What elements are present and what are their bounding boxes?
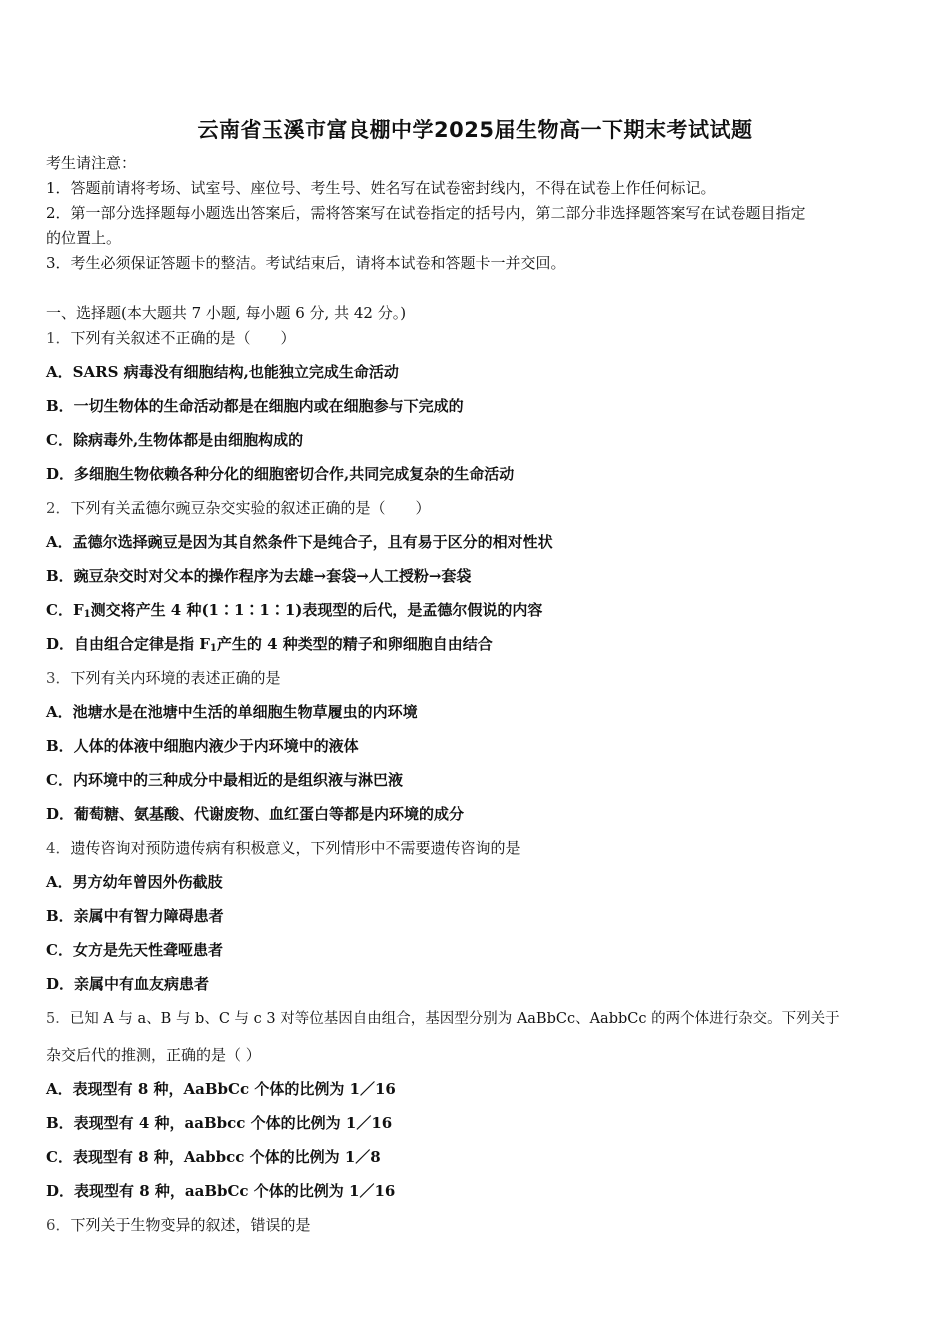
q5-option-d: D．表现型有 8 种，aaBbCc 个体的比例为 1／16 — [46, 1182, 396, 1200]
q2-option-b: B．豌豆杂交时对父本的操作程序为去雄→套袋→人工授粉→套袋 — [46, 567, 472, 585]
q2-option-c-post: 测交将产生 4 种(1∶1∶1∶1)表现型的后代，是孟德尔假说的内容 — [90, 601, 543, 619]
q5-option-b: B．表现型有 4 种，aaBbcc 个体的比例为 1／16 — [46, 1114, 393, 1132]
notice-item-2-cont: 的位置上。 — [46, 229, 122, 247]
q1-option-d: D．多细胞生物依赖各种分化的细胞密切合作,共同完成复杂的生命活动 — [46, 465, 515, 483]
q3-option-b: B．人体的体液中细胞内液少于内环境中的液体 — [46, 737, 359, 755]
q2-option-d-sub: 1 — [209, 643, 217, 654]
q5-option-a: A．表现型有 8 种，AaBbCc 个体的比例为 1／16 — [46, 1080, 396, 1098]
question-text: 遗传咨询对预防遗传病有积极意义，下列情形中不需要遗传咨询的是 — [70, 839, 521, 857]
page-title: 云南省玉溪市富良棚中学2025届生物高一下期末考试试题 — [197, 118, 753, 142]
question-text: 下列有关叙述不正确的是（ ） — [70, 329, 296, 347]
question-number: 5． — [46, 1011, 70, 1027]
q2-option-a: A．孟德尔选择豌豆是因为其自然条件下是纯合子，且有易于区分的相对性状 — [46, 533, 553, 551]
q3-option-d: D．葡萄糖、氨基酸、代谢废物、血红蛋白等都是内环境的成分 — [46, 805, 465, 823]
question-6-stem — [46, 1214, 311, 1235]
notice-heading: 考生请注意： — [46, 154, 137, 172]
question-number: 4． — [46, 839, 71, 857]
q2-option-c-pre: C．F — [46, 601, 84, 619]
q2-option-d-pre: D．自由组合定律是指 F — [46, 635, 210, 653]
q1-option-a: A．SARS 病毒没有细胞结构,也能独立完成生命活动 — [46, 363, 399, 381]
q1-option-b: B．一切生物体的生命活动都是在细胞内或在细胞参与下完成的 — [46, 397, 464, 415]
question-number: 1． — [46, 329, 71, 347]
question-5-stem-cont: 杂交后代的推测，正确的是（ ） — [46, 1046, 261, 1064]
question-text: 下列有关内环境的表述正确的是 — [70, 669, 281, 687]
question-number: 6． — [46, 1216, 71, 1234]
question-text: 已知 A 与 a、B 与 b、C 与 c 3 对等位基因自由组合，基因型分别为 AaBbCc、AabbCc 的两个体进行杂交。下列关于 — [69, 1011, 840, 1027]
question-4-stem — [46, 837, 521, 858]
q5-option-c: C．表现型有 8 种，Aabbcc 个体的比例为 1／8 — [46, 1148, 381, 1166]
q4-option-d: D．亲属中有血友病患者 — [46, 975, 210, 993]
q4-option-c: C．女方是先天性聋哑患者 — [46, 941, 223, 959]
question-text: 下列有关孟德尔豌豆杂交实验的叙述正确的是（ ） — [70, 499, 431, 517]
q3-option-a: A．池塘水是在池塘中生活的单细胞生物草履虫的内环境 — [46, 703, 418, 721]
notice-item-1: 1．答题前请将考场、试室号、座位号、考生号、姓名写在试卷密封线内，不得在试卷上作任何标记。 — [46, 179, 716, 197]
q3-option-c: C．内环境中的三种成分中最相近的是组织液与淋巴液 — [46, 771, 403, 789]
q2-option-c — [46, 599, 542, 620]
question-number: 2． — [46, 499, 71, 517]
section-heading: 一、选择题(本大题共 7 小题, 每小题 6 分, 共 42 分。) — [46, 304, 407, 322]
question-1-stem — [46, 327, 296, 348]
notice-item-3: 3．考生必须保证答题卡的整洁。考试结束后，请将本试卷和答题卡一并交回。 — [46, 254, 566, 272]
question-text: 下列关于生物变异的叙述，错误的是 — [70, 1216, 311, 1234]
q2-option-d — [46, 633, 493, 654]
question-3-stem — [46, 667, 281, 688]
q2-option-d-post: 产生的 4 种类型的精子和卵细胞自由结合 — [216, 635, 493, 653]
q4-option-b: B．亲属中有智力障碍患者 — [46, 907, 224, 925]
question-5-stem — [46, 1007, 840, 1028]
notice-item-2: 2．第一部分选择题每小题选出答案后，需将答案写在试卷指定的括号内，第二部分非选择题答案写在试卷题目指定 — [46, 204, 806, 222]
question-2-stem — [46, 497, 431, 518]
q1-option-c: C．除病毒外,生物体都是由细胞构成的 — [46, 431, 304, 449]
q2-option-c-sub: 1 — [83, 609, 91, 620]
question-number: 3． — [46, 669, 71, 687]
q4-option-a: A．男方幼年曾因外伤截肢 — [46, 873, 223, 891]
